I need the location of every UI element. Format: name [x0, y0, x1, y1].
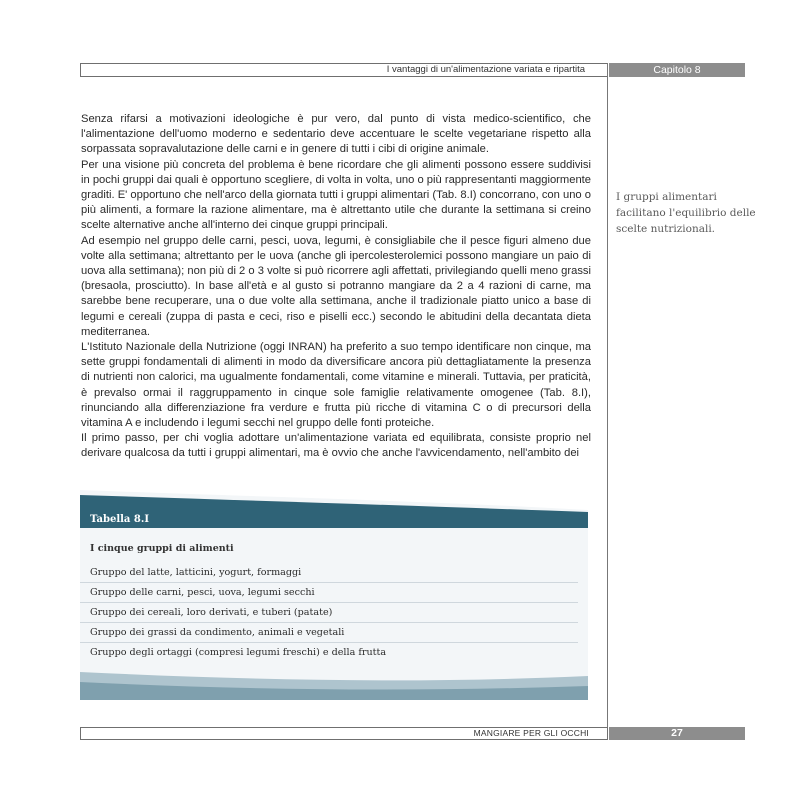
table-title: Tabella 8.I: [90, 514, 149, 525]
header-bar: [80, 63, 608, 77]
body-text: [81, 112, 591, 462]
running-header-title: I vantaggi di un'alimentazione variata e ripartita: [386, 64, 585, 75]
side-note: I gruppi alimentari facilitano l'equilibrio delle scelte nutrizionali.: [616, 191, 756, 235]
table-row: Gruppo dei cereali, loro derivati, e tuberi (patate): [80, 603, 578, 623]
table-row: Gruppo delle carni, pesci, uova, legumi secchi: [80, 583, 578, 603]
paragraph: L'Istituto Nazionale della Nutrizione (oggi INRAN) ha preferito a suo tempo identificare non cinque, ma sette gruppi fondamentali di alimenti in modo da diversificare ancora più dettagliatamente la presenza di nutrienti non calorici, ma ugualmente fondamentali, come vitamine e minerali. Tuttavia, per praticità, è prevalso ormai il raggruppamento in cinque sole famiglie relativamente omogenee (Tab. 8.I), rinunciando alla differenziazione fra verdure e frutta più ricche di vitamina C o di precursori della vitamina A e includendo i legumi secchi nel gruppo delle fonti proteiche.: [81, 341, 591, 430]
margin-divider: [607, 63, 608, 740]
table-rows: [80, 563, 578, 663]
running-footer-title: MANGIARE PER GLI OCCHI: [473, 728, 589, 738]
table-8-1: [80, 490, 588, 700]
paragraph: Ad esempio nel gruppo delle carni, pesci, uova, legumi, è consigliabile che il pesce figuri almeno due volte alla settimana; altrettanto per le uova (anche gli ipercolesterolemici possono mangiare un paio di uova alla settimana); non più di 2 o 3 volte si può ricorrere agli affettati, privilegiando quelli meno grassi (bresaola, prosciutto). In base all'età e al gusto si potranno mangiare da 2 a 4 razioni di carne, ma sarebbe bene recuperare, una o due volte alla settimana, anche il tradizionale piatto unico a base di legumi e cereali (zuppa di pasta e ceci, riso e piselli ecc.) secondo le abitudini della decantata dieta mediterranea.: [81, 234, 591, 338]
paragraph: Senza rifarsi a motivazioni ideologiche è pur vero, dal punto di vista medico-scientifico, che l'alimentazione dell'uomo moderno e sedentario deve accentuare le scelte vegetariane rispetto alla sorpassata sopravalutazione delle carni e in genere di tutti i cibi di origine animale.: [81, 113, 591, 156]
footer-bar: [80, 727, 608, 740]
table-row: Gruppo degli ortaggi (compresi legumi freschi) e della frutta: [90, 647, 387, 658]
table-row: Gruppo dei grassi da condimento, animali e vegetali: [80, 623, 578, 643]
chapter-label: Capitolo 8: [609, 63, 745, 77]
paragraph: Il primo passo, per chi voglia adottare un'alimentazione variata ed equilibrata, consiste proprio nel derivare qualcosa da tutti i gruppi alimentari, ma è ovvio che anche l'avvicendamento, nell'ambito dei: [81, 432, 591, 460]
table-row: Gruppo del latte, latticini, yogurt, formaggi: [80, 563, 578, 583]
table-subtitle: I cinque gruppi di alimenti: [90, 543, 234, 554]
paragraph: Per una visione più concreta del problema è bene ricordare che gli alimenti possono essere suddivisi in pochi gruppi dai quali è opportuno scegliere, di volta in volta, uno o più rappresentanti maggiormente graditi. E' opportuno che nell'arco della giornata tutti i gruppi alimentari (Tab. 8.I) concorrano, con uno o più alimenti, a formare la razione alimentare, ma è altrettanto utile che durante la settimana si creino scelte alternative anche all'interno dei cinque gruppi principali.: [81, 158, 591, 232]
page-number: 27: [609, 727, 745, 740]
